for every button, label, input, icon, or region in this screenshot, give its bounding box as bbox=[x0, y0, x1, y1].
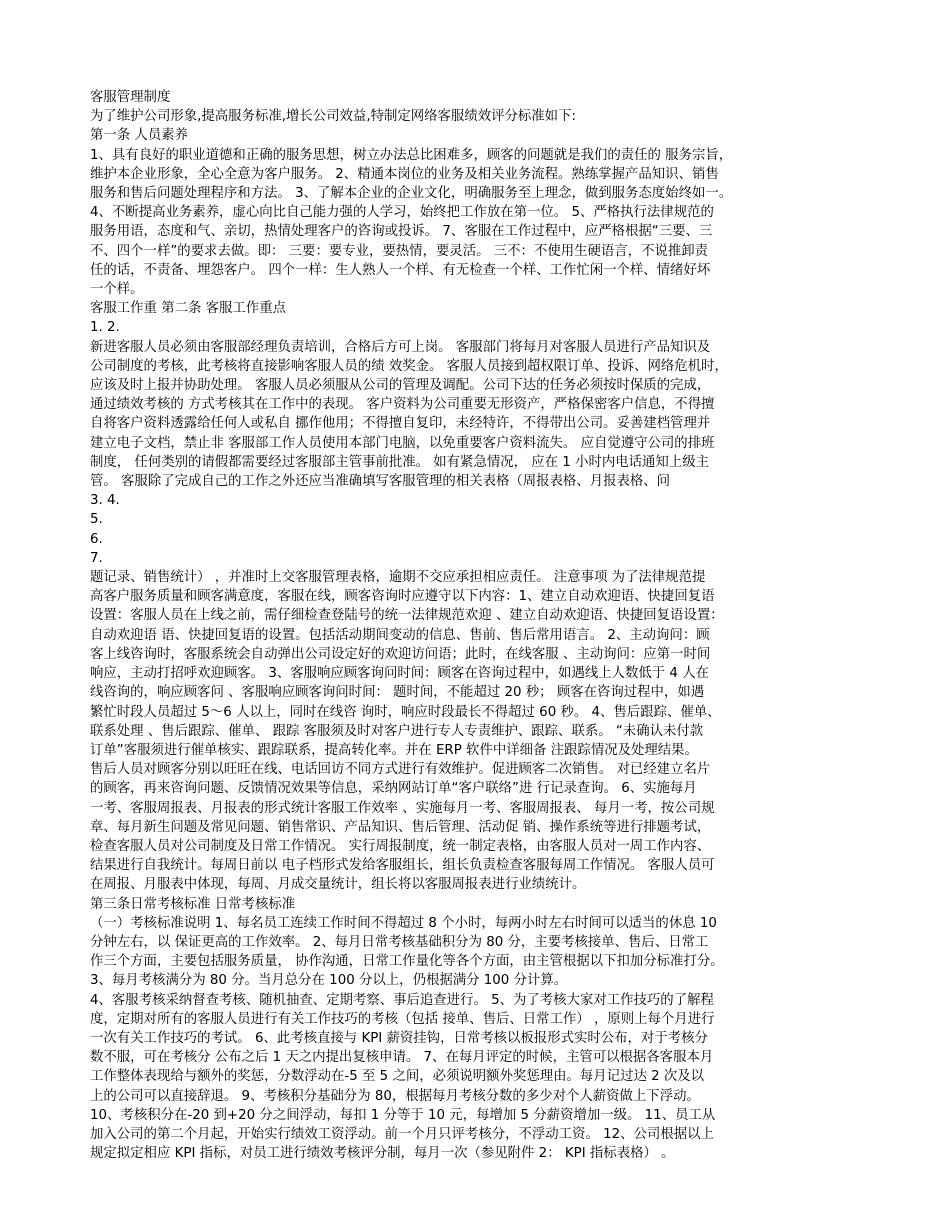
text-line: 检查客服人员对公司制度及日常工作情况。 实行周报制度，统一制定表格，由客服人员对一周工作内容、 bbox=[90, 838, 711, 854]
text-line: 章、每月新生问题及常见问题、销售常识、产品知识、售后管理、活动促 销、操作系统等进行排题考试， bbox=[90, 819, 711, 835]
text-line: 加入公司的第二个月起，开始实行绩效工资浮动。前一个月只评考核分，不浮动工资。 12、公司根据以上 bbox=[90, 1126, 714, 1142]
text-line: 繁忙时段人员超过 5～6 人以上，同时在线咨 询时，响应时段最长不得超过 60 秒。 4、售后跟踪、催单、 bbox=[90, 704, 721, 720]
text-line: 1. 2. bbox=[90, 320, 120, 336]
text-line: 作三个方面，主要包括服务质量， 协作沟通，日常工作量化等各个方面，由主管根据以下扣加分标准打分。 bbox=[90, 954, 724, 970]
text-line: 响应，主动打招呼欢迎顾客。 3、客服响应顾客询问时间：顾客在咨询过程中，如遇线上人数低于 4 人在 bbox=[90, 666, 709, 682]
text-line: 第三条日常考核标准 日常考核标准 bbox=[90, 896, 296, 912]
text-line: 4、不断提高业务素养，虚心向比自己能力强的人学习，始终把工作放在第一位。 5、严格执行法律规范的 bbox=[90, 205, 714, 221]
text-line: 工作整体表现给与额外的奖惩，分数浮动在-5 至 5 之间，必须说明额外奖惩理由。每月记过达 2 次及以 bbox=[90, 1069, 705, 1085]
text-line: 公司制度的考核，此考核将直接影响客服人员的绩 效奖金。 客服人员接到超权限订单、投诉、网络危机时， bbox=[90, 358, 728, 374]
text-line: 管。 客服除了完成自己的工作之外还应当准确填写客服管理的相关表格（周报表格、月报表格、问 bbox=[90, 474, 671, 490]
text-line: 3. 4. bbox=[90, 493, 120, 509]
text-line: 一个样。 bbox=[90, 282, 144, 298]
text-line: 高客户服务质量和顾客满意度，客服在线，顾客咨询时应遵守以下内容：1、建立自动欢迎语、快捷回复语 bbox=[90, 589, 715, 605]
text-line: 为了维护公司形象,提高服务标准,增长公司效益,特制定网络客服绩效评分标准如下: bbox=[90, 109, 576, 125]
text-line: 题记录、销售统计） ，并准时上交客服管理表格，逾期不交应承担相应责任。 注意事项 为了法律规范提 bbox=[90, 570, 706, 586]
text-line: 维护本企业形象，全心全意为客户服务。 2、精通本岗位的业务及相关业务流程。熟练掌握产品知识、销售 bbox=[90, 166, 719, 182]
text-line: 线咨询的，响应顾客问 、客服响应顾客询问时间： 题时间，不能超过 20 秒； 顾客在咨询过程中，如遇 bbox=[90, 685, 705, 701]
text-line: 售后人员对顾客分别以旺旺在线、电话回访不同方式进行有效维护。促进顾客二次销售。 对已经建立名片 bbox=[90, 762, 711, 778]
text-line: 度，定期对所有的客服人员进行有关工作技巧的考核（包括 接单、售后、日常工作） ，原则上每个月进行 bbox=[90, 1011, 715, 1027]
text-line: 联系处理 、售后跟踪、催单、 跟踪 客服须及时对客户进行专人专责维护、跟踪、联系。 “未确认未付款 bbox=[90, 723, 704, 739]
text-line: 6. bbox=[90, 531, 103, 547]
text-line: 不、四个一样”的要求去做。即： 三要：要专业，要热情，要灵活。 三不：不使用生硬语言，不说推卸责 bbox=[90, 243, 709, 259]
text-line: 的顾客，再来咨询问题、反馈情况效果等信息，采纳网站订单“客户联络”进 行记录查询。 6、实施每月 bbox=[90, 781, 697, 797]
text-line: 一考、客服周报表、月报表的形式统计客服工作效率 、实施每月一考、客服周报表、 每月一考，按公司规 bbox=[90, 800, 715, 816]
text-line: 10、考核积分在-20 到+20 分之间浮动，每扣 1 分等于 10 元，每增加 5 分薪资增加一级。 11、员工从 bbox=[90, 1107, 716, 1123]
text-line: 客服管理制度 bbox=[90, 90, 171, 105]
text-line: 分钟左右，以 保证更高的工作效率。 2、每月日常考核基础积分为 80 分，主要考核接单、售后、日常工 bbox=[90, 934, 709, 950]
text-line: 3、每月考核满分为 80 分。当月总分在 100 分以上，仍根据满分 100 分计算。 bbox=[90, 973, 568, 989]
text-line: 第一条 人员素养 bbox=[90, 128, 188, 144]
text-line: 5. bbox=[90, 512, 103, 528]
text-line: 数不服，可在考核分 公布之后 1 天之内提出复核申请。 7、在每月评定的时候，主管可以根据各客服本月 bbox=[90, 1050, 714, 1066]
text-line: 建立电子文档，禁止非 客服部工作人员使用本部门电脑，以免重要客户资料流失。 应自觉遵守公司的排班 bbox=[90, 435, 715, 451]
text-line: 一次有关工作技巧的考试。 6、此考核直接与 KPI 薪资挂钩，日常考核以板报形式实时公布，对于考核分 bbox=[90, 1030, 708, 1046]
text-line: 制度， 任何类别的请假都需要经过客服部主管事前批准。 如有紧急情况， 应在 1 小时内电话通知上级主 bbox=[90, 454, 709, 470]
text-line: 上的公司可以直接辞退。 9、考核积分基础分为 80，根据每月考核分数的多少对个人薪资做上下浮动。 bbox=[90, 1088, 700, 1104]
text-line: 客服工作重 第二条 客服工作重点 bbox=[90, 301, 286, 317]
text-line: 服务和售后问题处理程序和方法。 3、了解本企业的企业文化，明确服务至上理念，做到服务态度始终如一。 bbox=[90, 186, 733, 202]
text-line: 在周报、月服表中体现，每周、月成交量统计，组长将以客服周报表进行业绩统计。 bbox=[90, 877, 586, 893]
text-line: 结果进行自我统计。每周日前以 电子档形式发给客服组长，组长负责检查客服每周工作情况。 客服人员可 bbox=[90, 858, 715, 874]
document-page bbox=[90, 88, 862, 1163]
text-line: 通过绩效考核的 方式考核其在工作中的表现。 客户资料为公司重要无形资产，严格保密客户信息，不得擅 bbox=[90, 397, 715, 413]
text-line: （一）考核标准说明 1、每名员工连续工作时间不得超过 8 个小时，每两小时左右时间可以适当的休息 10 bbox=[90, 915, 717, 931]
text-line: 自将客户资料透露给任何人或私自 挪作他用；不得擅自复印，未经特许，不得带出公司。妥善建档管理并 bbox=[90, 416, 711, 432]
text-line: 7. bbox=[90, 550, 103, 566]
text-line: 任的话，不责备、埋怨客户。 四个一样：生人熟人一个样、有无检查一个样、工作忙闲一个样、情绪好坏 bbox=[90, 262, 711, 278]
text-line: 4、客服考核采纳督查考核、随机抽查、定期考察、事后追查进行。 5、为了考核大家对工作技巧的了解程 bbox=[90, 992, 714, 1008]
text-line: 1、具有良好的职业道德和正确的服务思想，树立办法总比困难多，顾客的问题就是我们的责任的 服务宗旨， bbox=[90, 147, 733, 163]
text-line: 自动欢迎语 语、快捷回复语的设置。包括活动期间变动的信息、售前、售后常用语言。 2、主动询问：顾 bbox=[90, 627, 710, 643]
text-line: 规定拟定相应 KPI 指标，对员工进行绩效考核评分制，每月一次（参见附件 2： KPI 指标表格） 。 bbox=[90, 1146, 675, 1162]
text-line: 订单”客服须进行催单核实、跟踪联系，提高转化率。并在 ERP 软件中详细备 注跟踪情况及处理结果。 bbox=[90, 742, 698, 758]
text-line: 客上线咨询时，客服系统会自动弹出公司设定好的欢迎访问语；此时，在线客服 、主动询问：应第一时间 bbox=[90, 646, 711, 662]
text-line: 设置：客服人员在上线之前，需仔细检查登陆号的统一法律规范欢迎 、建立自动欢迎语、快捷回复语设置： bbox=[90, 608, 724, 624]
text-line: 服务用语，态度和气、亲切，热情处理客户的咨询或投诉。 7、客服在工作过程中，应严格根据“三要、三 bbox=[90, 224, 713, 240]
text-line: 新进客服人员必须由客服部经理负责培训，合格后方可上岗。 客服部门将每月对客服人员进行产品知识及 bbox=[90, 339, 711, 355]
text-line: 应该及时上报并协助处理。 客服人员必须服从公司的管理及调配。公司下达的任务必须按时保质的完成， bbox=[90, 378, 711, 394]
